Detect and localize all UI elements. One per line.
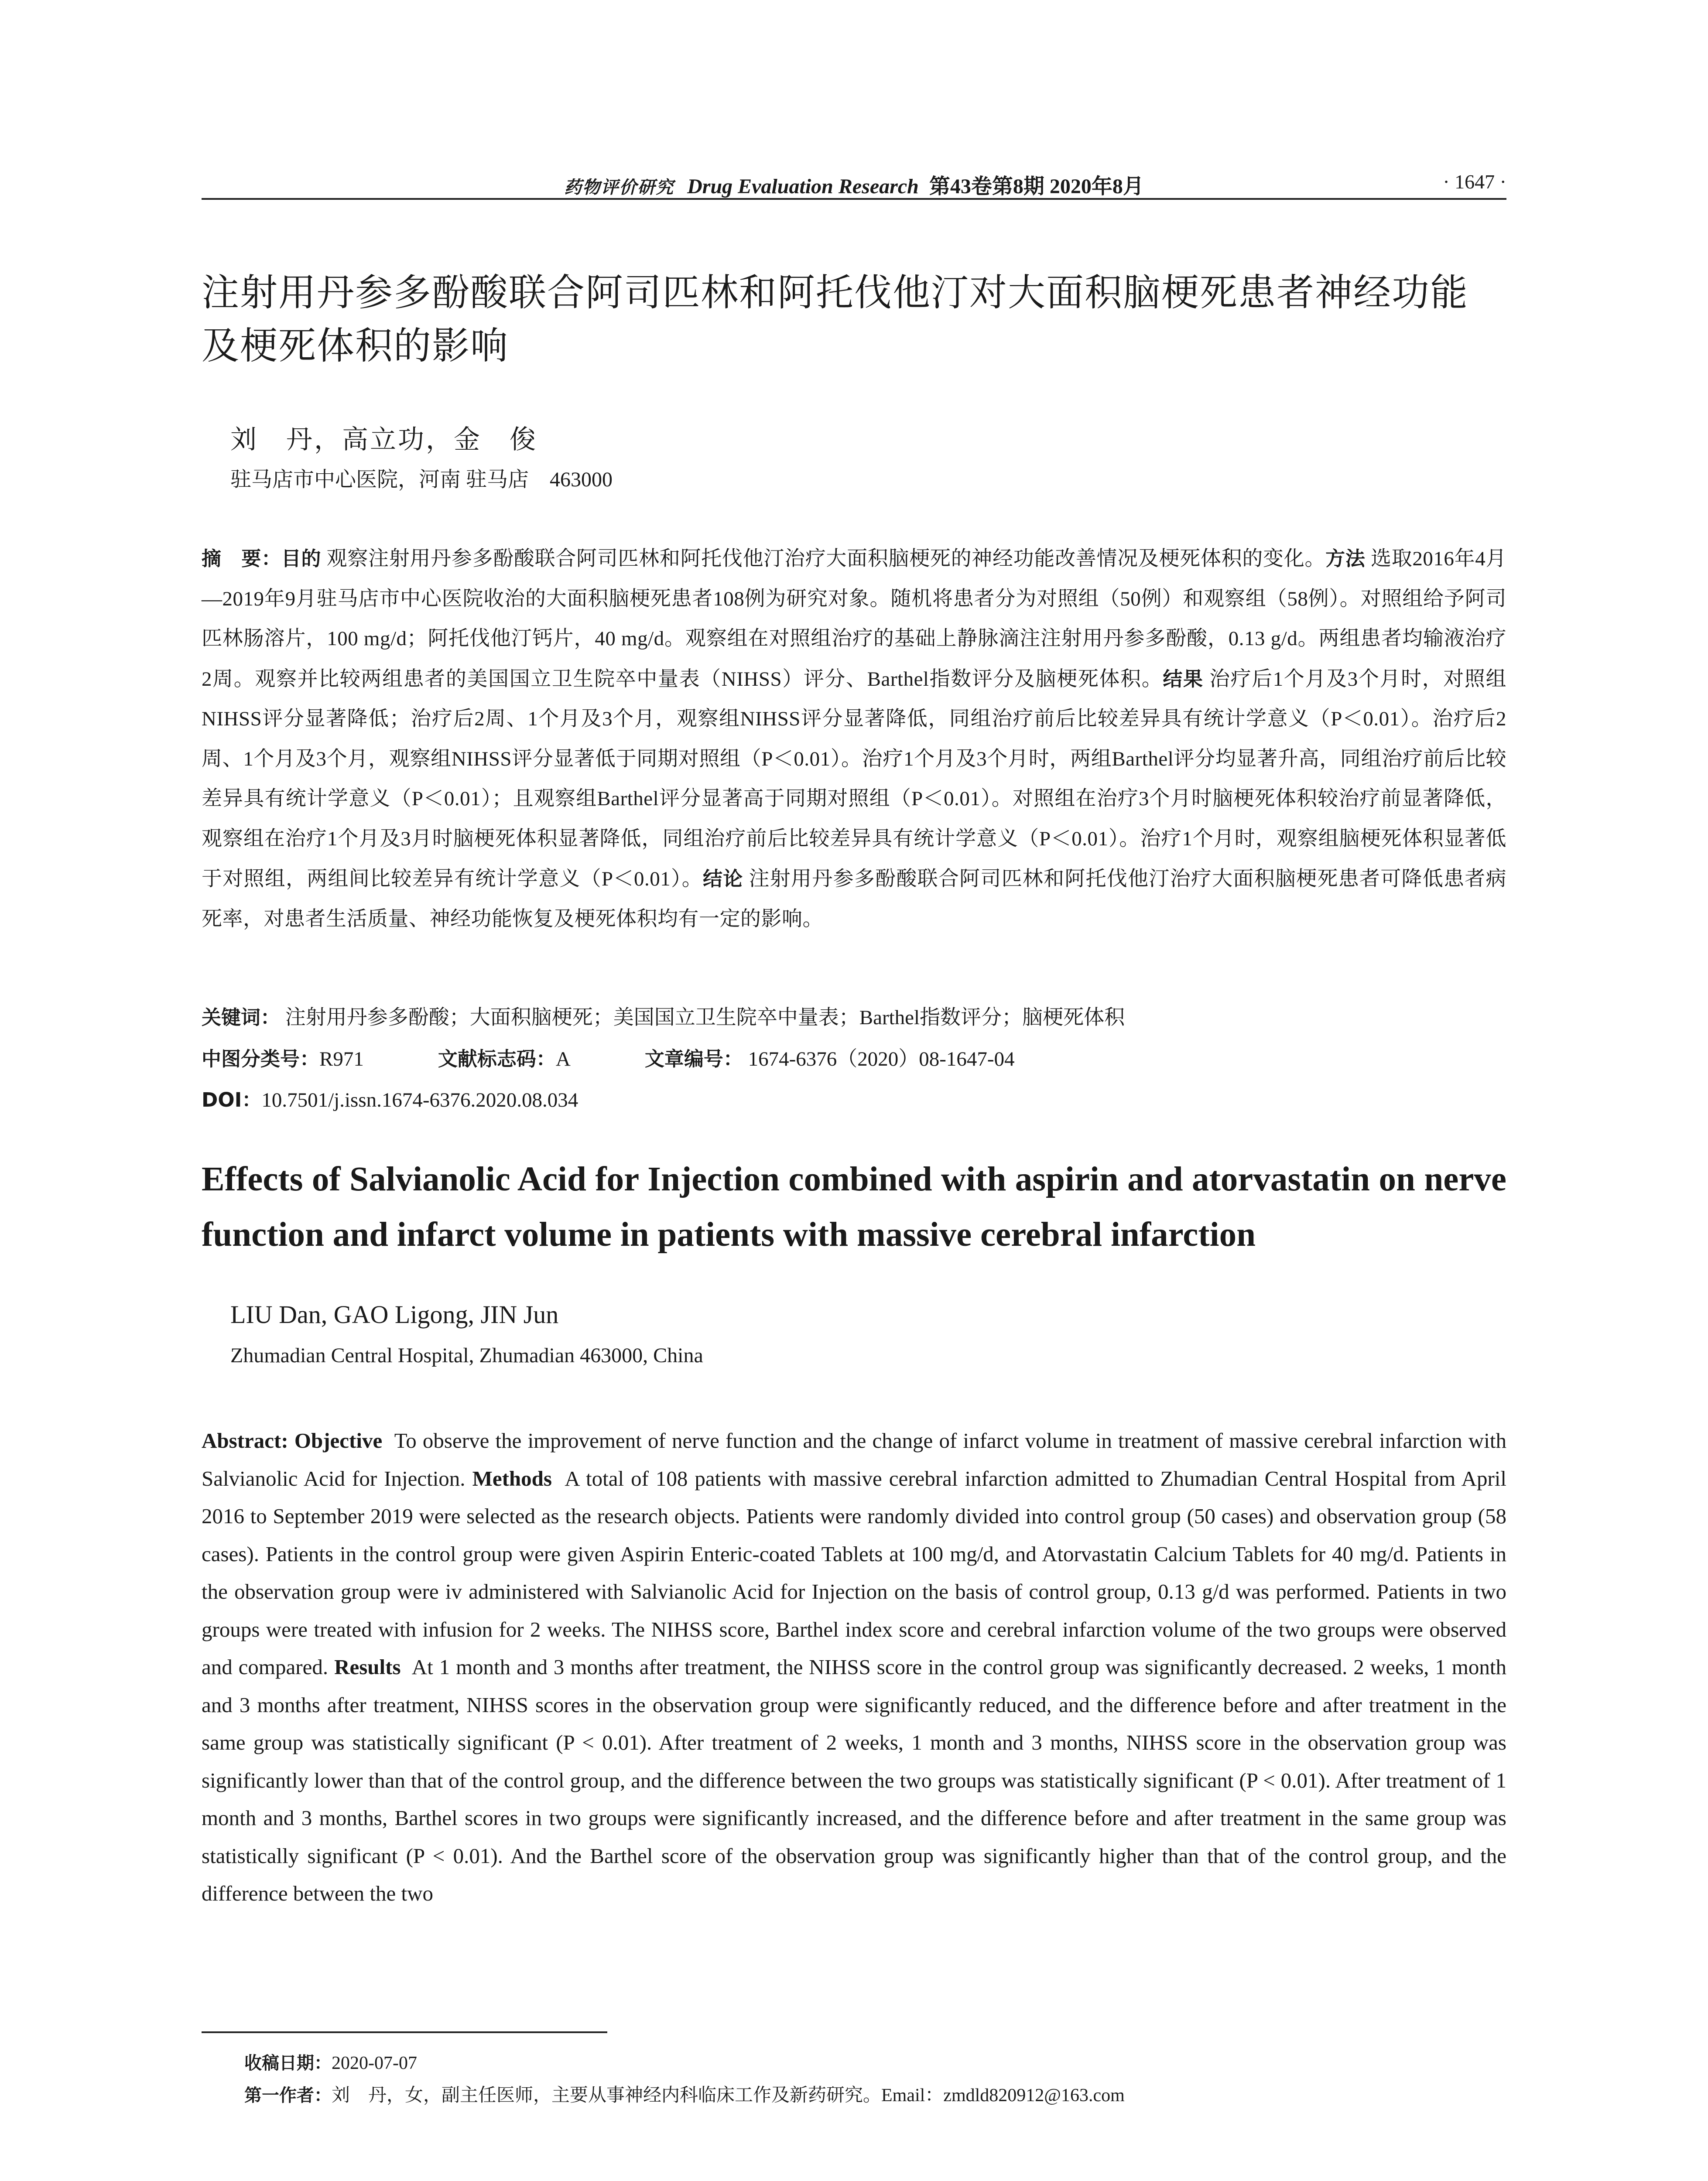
methods-label: 方法 (1325, 547, 1366, 570)
methods-text: 选取2016年4月—2019年9月驻马店市中心医院收治的大面积脑梗死患者108例为研究对象。随机将患者分为对照组（50例）和观察组（58例）。对照组给予阿司匹林肠溶片，100 mg/d；阿托伐他汀钙片，40 mg/d。观察组在对照组治疗的基础上静脉滴注注射用丹参多酚酸，0.13 g/d。两组患者均输液治疗2周。观察并比较两组患者的美国国立卫生院卒中量表（NIHSS）评分、Barthel指数评分及脑梗死体积。 (202, 547, 1507, 691)
conclusion-text: 注射用丹参多酚酸联合阿司匹林和阿托伐他汀治疗大面积脑梗死患者可降低患者病死率，对患者生活质量、神经功能恢复及梗死体积均有一定的影响。 (202, 868, 1506, 930)
english-affiliation: Zhumadian Central Hospital, Zhumadian 463000, China (230, 1344, 703, 1367)
received-label: 收稿日期： (244, 2053, 332, 2073)
keywords-line (202, 1001, 1125, 1030)
doc-code-label: 文献标志码： (438, 1047, 556, 1070)
classification-line (202, 1043, 1015, 1072)
footnote-divider (202, 2031, 607, 2033)
english-title: Effects of Salvianolic Acid for Injection combined with aspirin and atorvastatin on nerve function and infarct volume in patients with massive cerebral infarction (202, 1160, 1506, 1254)
results-text: 治疗后1个月及3个月时，对照组NIHSS评分显著降低；治疗后2周、1个月及3个月，观察组NIHSS评分显著降低，同组治疗前后比较差异具有统计学意义（P＜0.01）。治疗后2周、1个月及3个月，观察组NIHSS评分显著低于同期对照组（P＜0.01）。治疗1个月及3个月时，两组Barthel评分均显著升高，同组治疗前后比较差异具有统计学意义（P＜0.01）；且观察组Barthel评分显著高于同期对照组（P＜0.01）。对照组在治疗3个月时脑梗死体积较治疗前显著降低，观察组在治疗1个月及3月时脑梗死体积显著降低，同组治疗前后比较差异具有统计学意义（P＜0.01）。治疗1个月时，观察组脑梗死体积显著低于对照组，两组间比较差异有统计学意义（P＜0.01）。 (202, 667, 1507, 890)
keywords-text: 注射用丹参多酚酸；大面积脑梗死；美国国立卫生院卒中量表；Barthel指数评分；脑梗死体积 (285, 1006, 1125, 1029)
page-number: · 1647 · (1443, 171, 1506, 193)
objective-text: 观察注射用丹参多酚酸联合阿司匹林和阿托伐他汀治疗大面积脑梗死的神经功能改善情况及梗死体积的变化。 (326, 547, 1326, 570)
running-header (202, 168, 1506, 200)
en-objective-label: Objective (294, 1429, 383, 1453)
abstract-label: 摘 要： (202, 547, 281, 570)
en-abstract-label: Abstract: (202, 1429, 288, 1453)
conclusion-label: 结论 (703, 867, 743, 890)
article-id-label: 文章编号： (644, 1047, 743, 1070)
chinese-authors: 刘 丹，高立功，金 俊 (230, 425, 537, 454)
en-objective-text: To observe the improvement of nerve function and the change of infarct volume in treatment of massive cerebral infarction with Salvianolic Acid for Injection. (202, 1429, 1507, 1490)
english-authors: LIU Dan, GAO Ligong, JIN Jun (230, 1300, 559, 1329)
received-date-note (244, 2049, 417, 2074)
received-date: 2020-07-07 (332, 2053, 417, 2073)
doi-label: DOI： (202, 1088, 262, 1111)
chinese-title: 注射用丹参多酚酸联合阿司匹林和阿托伐他汀对大面积脑梗死患者神经功能及梗死体积的影响 (202, 271, 1468, 368)
en-results-text: At 1 month and 3 months after treatment, the NIHSS score in the control group was significantly decreased. 2 weeks, 1 month and 3 months after treatment, NIHSS scores in the observation group were significantly reduced, and the difference before and after treatment in the same group was statistically significant (P < 0.01). After treatment of 2 weeks, 1 month and 3 months, NIHSS score in the observation group was significantly lower than that of the control group, and the difference between the two groups was statistically significant (P < 0.01). After treatment of 1 month and 3 months, Barthel scores in two groups were significantly increased, and the difference before and after treatment in the same group was statistically significant (P < 0.01). And the Barthel score of the observation group was significantly higher than that of the control group, and the difference between the two (202, 1655, 1507, 1905)
en-results-label: Results (334, 1655, 401, 1679)
journal-issue: 第43卷第8期 2020年8月 (929, 175, 1144, 198)
journal-name: Drug Evaluation Research (687, 175, 919, 198)
chinese-affiliation: 驻马店市中心医院，河南 驻马店 463000 (230, 468, 613, 491)
doi-value: 10.7501/j.issn.1674-6376.2020.08.034 (261, 1089, 578, 1111)
article-id-value: 1674-6376（2020）08-1647-04 (748, 1048, 1015, 1070)
doi-line (202, 1084, 578, 1112)
running-header-title (202, 169, 1506, 199)
en-methods-label: Methods (472, 1466, 552, 1490)
journal-logo: 药物评价研究 (564, 177, 674, 198)
objective-label: 目的 (281, 547, 322, 570)
en-methods-text: A total of 108 patients with massive cerebral infarction admitted to Zhumadian Central Hospital from April 2016 to September 2019 were selected as the research objects. Patients were randomly divided into control group (50 cases) and observation group (58 cases). Patients in the control group were given Aspirin Enteric-coated Tablets at 100 mg/d, and Atorvastatin Calcium Tablets for 40 mg/d. Patients in the observation group were iv administered with Salvianolic Acid for Injection on the basis of control group, 0.13 g/d was performed. Patients in two groups were treated with infusion for 2 weeks. The NIHSS score, Barthel index score and cerebral infarction volume of the two groups were observed and compared. (202, 1466, 1507, 1679)
english-abstract (202, 1422, 1506, 1913)
clc-value: R971 (319, 1048, 364, 1070)
first-author-info: 刘 丹，女，副主任医师，主要从事神经内科临床工作及新药研究。Email：zmdld820912@163.com (332, 2085, 1125, 2106)
clc-label: 中图分类号： (202, 1047, 320, 1070)
doc-code-value: A (555, 1048, 571, 1070)
first-author-label: 第一作者： (244, 2085, 332, 2106)
first-author-note (244, 2081, 1125, 2107)
results-label: 结果 (1163, 667, 1204, 691)
keywords-label: 关键词： (202, 1006, 281, 1029)
chinese-abstract (202, 539, 1506, 939)
